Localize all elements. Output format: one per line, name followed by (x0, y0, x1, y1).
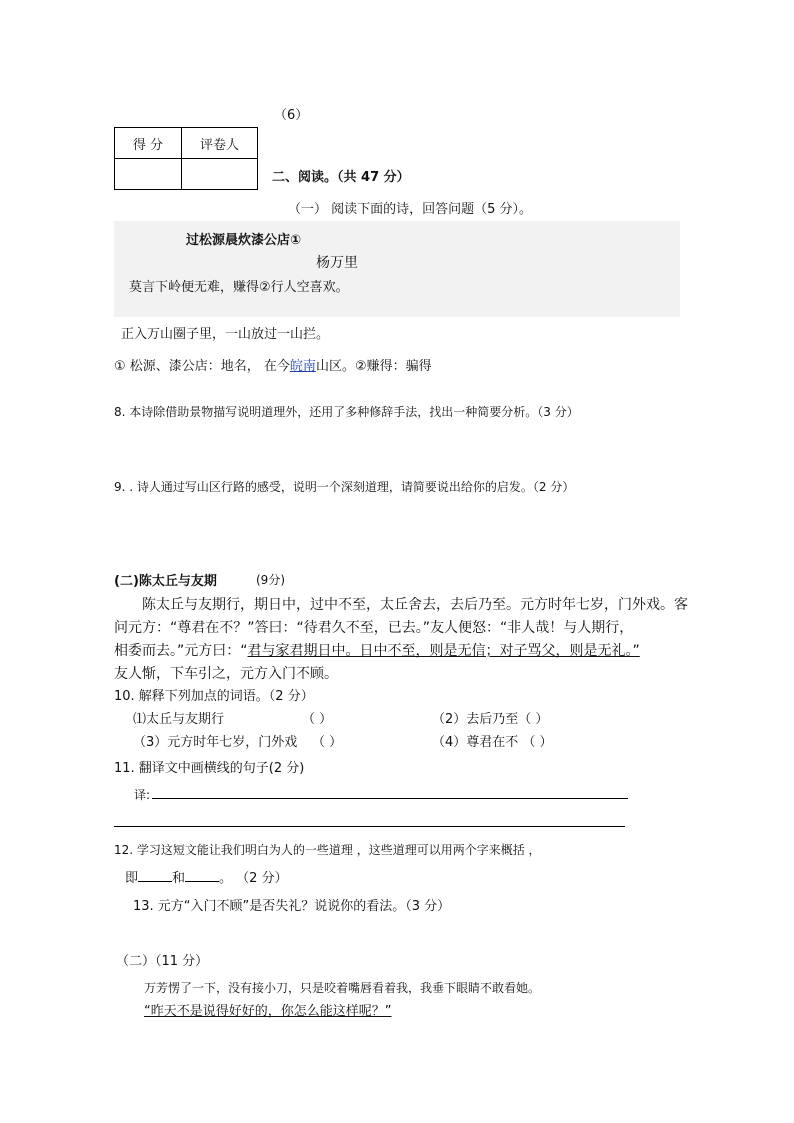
answer-line-1[interactable] (152, 798, 628, 799)
score-cell[interactable] (115, 159, 182, 190)
translation-label: 译: (134, 788, 151, 802)
poem-title: 过松源晨炊漆公店① (186, 233, 302, 248)
underlined-sentence: 君与家君期日中。日中不至，则是无信；对子骂父，则是无礼。” (247, 643, 640, 659)
question-13: 13. 元方“入门不顾”是否失礼？说说你的看法。（3 分） (133, 899, 451, 914)
top-note: （6） (274, 108, 309, 123)
part3-heading: （二）（11 分） (116, 954, 209, 969)
grader-header: 评卷人 (182, 128, 258, 159)
text-line-2: 问元方：“尊君在不？”答曰：“待君久不至，已去。”友人便怒：“非人哉！与人期行， (114, 620, 634, 636)
q10-item-1-blank[interactable]: （ ） (302, 712, 333, 727)
text-line-1: 陈太丘与友期行，期日中，过中不至，太丘舍去，去后乃至。元方时年七岁，门外戏。客 (142, 597, 688, 613)
q12-answer (125, 867, 288, 886)
grader-cell[interactable] (182, 159, 258, 190)
part3-line-2: “昨天不是说得好好的，你怎么能这样呢？” (144, 1004, 392, 1019)
part2-score: (9分) (256, 573, 285, 587)
answer-line-2[interactable] (114, 826, 625, 827)
q12-blank-2[interactable] (185, 869, 219, 882)
question-10: 10. 解释下列加点的词语。（2 分） (114, 689, 314, 704)
poem-line-1: 莫言下岭便无难，赚得②行人空喜欢。 (129, 280, 349, 295)
footnote (114, 355, 432, 374)
score-header: 得 分 (115, 128, 182, 159)
q12-mid: 和 (172, 871, 186, 886)
q10-item-3-blank[interactable]: （ ） (312, 735, 343, 750)
text-line-3 (114, 640, 640, 660)
part2-title: (二)陈太丘与友期 (114, 574, 217, 589)
poem-line-2: 正入万山圈子里，一山放过一山拦。 (121, 327, 330, 342)
poem-author: 杨万里 (316, 255, 358, 271)
score-table (114, 127, 258, 190)
text-line-4: 友人惭，下车引之，元方入门不顾。 (114, 666, 338, 682)
q12-post: 。 （2 分） (219, 871, 288, 886)
part3-line-1: 万芳愣了一下，没有接小刀，只是咬着嘴唇看着我，我垂下眼睛不敢看她。 (144, 981, 541, 995)
q12-blank-1[interactable] (138, 869, 172, 882)
question-9: 9. . 诗人通过写山区行路的感受，说明一个深刻道理，请简要说出给你的启发。（2 分） (114, 480, 575, 494)
question-8: 8. 本诗除借助景物描写说明道理外，还用了多种修辞手法，找出一种简要分析。（3 分） (114, 405, 579, 419)
q10-item-1: ⑴太丘与友期行 (133, 712, 225, 727)
footnote-post: 山区。②赚得：骗得 (315, 359, 432, 374)
poem-box (114, 221, 680, 317)
question-11: 11. 翻译文中画横线的句子(2 分) (114, 761, 305, 776)
section2-title: 二、阅读。（共 47 分） (272, 170, 410, 185)
q10-item-2: （2）去后乃至（ ） (432, 712, 549, 727)
question-12: 12. 学习这短文能让我们明白为人的一些道理 ，这些道理可以用两个字来概括 ， (114, 843, 541, 857)
footnote-pre: ① 松源、漆公店：地名， 在今 (114, 359, 290, 374)
footnote-link[interactable]: 皖南 (289, 359, 316, 374)
text-line-3-pre: 相委而去。”元方曰：“ (114, 643, 248, 659)
part1-heading: （一） 阅读下面的诗，回答问题（5 分）。 (288, 202, 533, 217)
q12-pre: 即 (125, 871, 139, 886)
q10-item-4: （4）尊君在不 （ ） (432, 735, 553, 750)
q10-item-3: （3）元方时年七岁，门外戏 (133, 735, 298, 750)
